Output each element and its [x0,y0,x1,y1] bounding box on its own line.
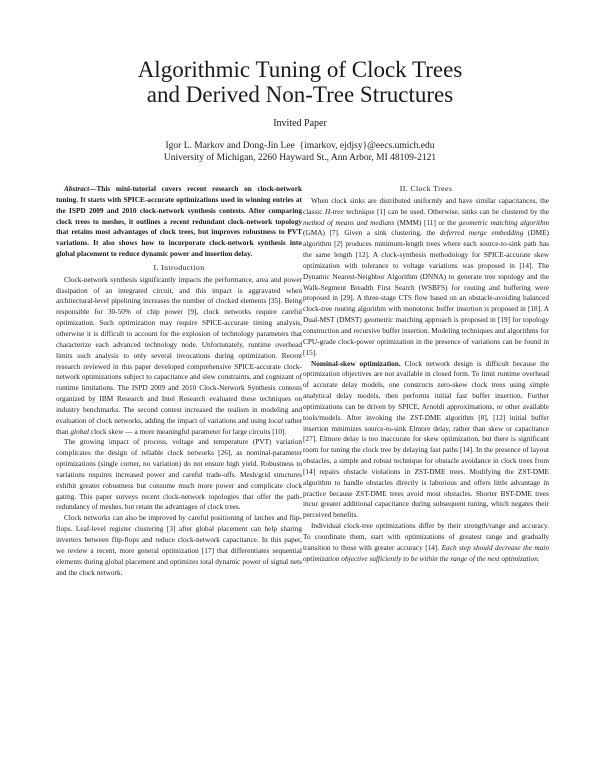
abstract-text: —This mini-tutorial covers recent research on clock-network tuning. It starts with SPICE-accurate optimizations used in winning entries at the ISPD 2009 and 2010 clock-network synthesis contests. After comparing clock trees to meshes, it outlines a recent redundant clock-network topology that retains most advantages of clock trees, but improves robustness to PVT variations. It also shows how to incorporate clock-network synthesis into global placement to reduce dynamic power and insertion delay. [56,184,302,259]
nominal-skew-label: Nominal-skew optimization. [311,358,401,368]
title-line-1: Algorithmic Tuning of Clock Trees [137,57,463,82]
intro-paragraph-1: Clock-network synthesis significantly impacts the performance, area and power dissipation of an integrated circuit, and this impact is aggravated when architectural-level pipelining increases the number of clocked elements [35]. Being responsible for 30-50% of chip power [9], clock networks require careful optimization. Such optimization may require SPICE-accurate timing analysis, otherwise it is difficult to account for the explosion of technology parameters that characterize each advanced technology node. Unfortunately, runtime overhead limits such analysis to only several invocations during optimization. Recent research reviewed in this paper developed comprehensive SPICE-accurate clock-network optimizations subject to capacitance and slew constraints, and cognizant of runtime limitations. The ISPD 2009 and 2010 Clock-Network Synthesis contests organized by IBM Research and Intel Research evaluated these techniques on industry benchmarks. The second contest increased the realism in modeling and evaluation of clock networks, adding the impact of variations and using local rather than global clock skew — a more meaningful parameter for large circuits [10]. [56,274,302,436]
paper-subtitle: Invited Paper [273,118,327,129]
intro-paragraph-3: Clock networks can also be improved by careful positioning of latches and flip-flops. Leaf-level register clustering [3] after global placement can help sharing inverters between flip-flops and reduce clock-network capacitance. In this paper, we review a recent, more general optimization [17] that differentiates sequential elements during global placement and optimizes total dynamic power of signal nets and the clock network. [56,513,302,577]
right-column [303,184,549,565]
author-block [0,140,600,164]
clock-trees-paragraph-1: When clock sinks are distributed uniformly and have similar capacitances, the classic H-tree technique [1] can be used. Otherwise, sinks can be clustered by the method of means and medians (MMM) [11] or the geometric matching algorithm (GMA) [7]. Given a sink clustering, the deferred merge embedding (DME) algorithm [2] produces minimum-length trees where each source-to-sink path has the same length [12]. A clock-synthesis methodology for SPICE-accurate skew optimization with tolerance to voltage variations was proposed in [14]. The Dynamic Nearest-Neighbor Algorithm (DNNA) to generate tree topology and the Walk-Segment Breadth First Search (WSBFS) for routing and buffering were proposed in [29]. A three-stage CTS flow based on an obstacle-avoiding balanced clock-tree routing algorithm with monotonic buffer insertion is proposed in [18]. A Dual-MST (DMST) geometric matching approach is proposed in [19] for topology construction and recursive buffer insertion. Modeling techniques and algorithms for CPU-grade clock-power optimization in the presence of variations can be found in [15]. [303,195,549,357]
abstract-label: Abstract [64,184,90,193]
nominal-skew-paragraph: Nominal-skew optimization. Clock network design is difficult because the optimization objectives are not available in closed form. To limit runtime overhead of accurate delay models, one constructs zero-skew clock trees using simple analytical delay models, then performs initial fast buffer insertion. Further optimizations can be driven by SPICE, Arnoldi approximations, or other available tools/models. After invoking the ZST-DME algorithm [8], [12] initial buffer insertion minimizes source-to-sink Elmore delay, rather than skew or capacitance [27]. Elmore delay is too inaccurate for skew optimization, but there is significant room for tuning the clock tree by delaying fast paths [14]. In the presence of layout obstacles, a simple and robust technique for obstacle avoidance in clock trees from [14] repairs obstacle violations in ZST-DME trees. Modifying the ZST-DME algorithm to handle obstacles directly is laborious and offers little advantage in practice because ZST-DME trees avoid most obstacles. Shorter BST-DME trees incur greater additional capacitance during subsequent tuning, which negates their perceived benefits. [303,358,549,520]
author-emails: {imarkov, ejdjsy}@eecs.umich.edu [299,141,435,151]
clock-trees-paragraph-3: Individual clock-tree optimizations differ by their strength/range and accuracy. To coordinate them, start with optimizations of greatest range and gradually transition to those with greater accuracy [14]. Each step should decrease the main optimization objective sufficiently to be within the range of the next optimization. [303,521,549,563]
section-heading-introduction: I. Introduction [153,262,205,272]
intro-paragraph-2: The growing impact of process, voltage and temperature (PVT) variation complicates the design of reliable clock networks [26], as nominal-parameter optimizations (single corner, no variation) do not ensure high yield. Robustness to variations requires increased power and careful trade-offs. Mesh/grid structures exhibit greater robustness but consume much more power and complicate clock gating. This paper surveys recent clock-network topologies that offer the path-redundancy of meshes, but retain the advantages of clock trees. [56,437,302,512]
author-names: Igor L. Markov and Dong-Jin Lee [165,141,295,151]
paper-title [0,57,600,107]
section-heading-clock-trees: II. Clock Trees [399,184,453,193]
abstract [56,184,302,260]
author-affiliation: University of Michigan, 2260 Hayward St., Ann Arbor, MI 48109-2121 [163,153,437,163]
left-column [56,184,302,578]
title-line-2: and Derived Non-Tree Structures [146,82,454,107]
